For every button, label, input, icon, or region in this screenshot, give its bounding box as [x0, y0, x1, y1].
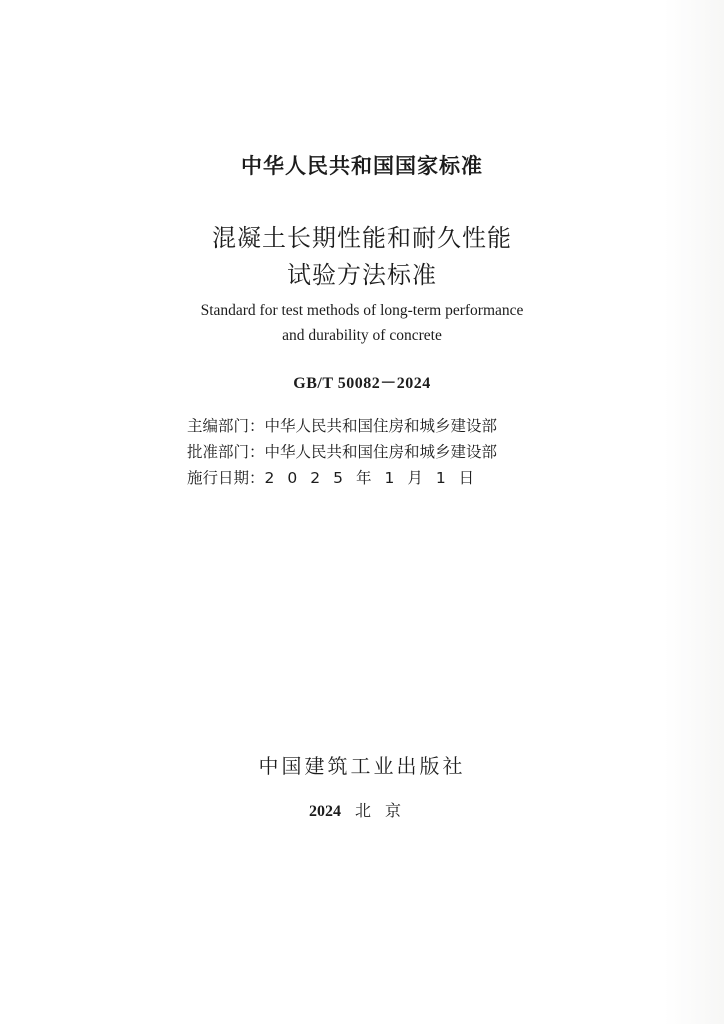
effective-date-label: 施行日期： — [187, 469, 265, 487]
approver-row — [187, 440, 497, 462]
publication-city: 北京 — [354, 801, 415, 820]
standard-code: GB/T 50082－2024 — [293, 375, 431, 392]
publication-year: 2024 — [308, 803, 341, 820]
editor-value: 中华人民共和国住房和城乡建设部 — [264, 417, 498, 435]
publication-year-place — [0, 798, 724, 821]
national-standard-heading: 中华人民共和国国家标准 — [241, 154, 483, 178]
title-cn-line2: 试验方法标准 — [287, 261, 437, 289]
editor-row — [187, 414, 497, 436]
title-en-line2: and durability of concrete — [282, 327, 442, 344]
effective-date-row — [187, 466, 487, 488]
publisher-name: 中国建筑工业出版社 — [258, 754, 466, 778]
approver-value: 中华人民共和国住房和城乡建设部 — [264, 443, 498, 461]
approver-label: 批准部门： — [187, 443, 265, 461]
editor-label: 主编部门： — [187, 417, 265, 435]
title-cn-line1: 混凝土长期性能和耐久性能 — [212, 224, 512, 252]
effective-date-value: 2025年1月1日 — [264, 469, 488, 487]
title-en-line1: Standard for test methods of long-term performance — [200, 302, 524, 319]
